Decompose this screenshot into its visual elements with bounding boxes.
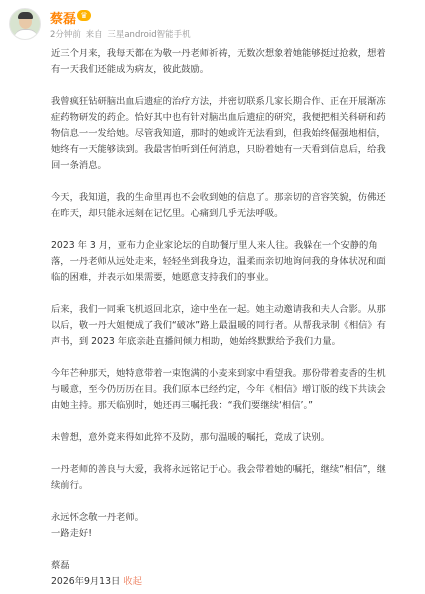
collapse-link[interactable]: 收起 bbox=[123, 576, 142, 587]
post-header bbox=[0, 0, 425, 48]
post-line: 一丹老师的善良与大爱，我将永远铭记于心。我会带着她的嘱托，继续“相信”，继 bbox=[51, 464, 387, 475]
author-name[interactable]: 蔡磊 bbox=[50, 12, 77, 27]
post-line: 续前行。 bbox=[51, 480, 89, 491]
post-line: 后来，我们一同乘飞机返回北京，途中坐在一起。她主动邀请我和夫人合影。从那 bbox=[51, 304, 386, 315]
post-line: 2023 年 3 月，亚布力企业家论坛的自助餐厅里人来人往。我躲在一个安静的角 bbox=[51, 240, 378, 251]
vip-crown-icon: ♛ bbox=[77, 10, 91, 21]
post-line: 临的困难，并表示如果需要，她愿意支持我们的事业。 bbox=[51, 272, 275, 283]
post-time[interactable]: 2分钟前 bbox=[50, 30, 81, 40]
post-date: 2026年9月13日 bbox=[51, 576, 121, 587]
paragraph-gap bbox=[51, 222, 411, 238]
paragraph-gap bbox=[51, 446, 411, 462]
post-line: 未曾想，意外竟来得如此猝不及防，那句温暖的嘱托，竟成了诀别。 bbox=[51, 432, 330, 443]
post-line: 症药物研发的药企。恰好其中也有针对脑出血后遗症的研究，我便把相关科研和药 bbox=[51, 112, 386, 123]
paragraph-gap bbox=[51, 174, 411, 190]
post-line: 在昨天，却只能永远刻在记忆里。心痛到几乎无法呼吸。 bbox=[51, 208, 284, 219]
avatar-shirt bbox=[14, 29, 38, 40]
paragraph-gap bbox=[51, 494, 411, 510]
post-line: 回一条消息。 bbox=[51, 160, 107, 171]
post-body bbox=[51, 46, 411, 590]
post-line: 一路走好! bbox=[51, 528, 92, 539]
post-line: 声书，到 2023 年底亲赴直播间倾力相助，她始终默默给予我们力量。 bbox=[51, 336, 341, 347]
paragraph-gap bbox=[51, 542, 411, 558]
post-device: 三星android智能手机 bbox=[107, 30, 191, 40]
post-line: 落，一丹老师从远处走来，轻轻坐到我身边，温柔而亲切地询问我的身体状况和面 bbox=[51, 256, 386, 267]
post-footer bbox=[51, 574, 411, 590]
paragraph-gap bbox=[51, 286, 411, 302]
paragraph-gap bbox=[51, 78, 411, 94]
post-line: 我曾疯狂钻研脑出血后遗症的治疗方法，并密切联系几家长期合作、正在开展渐冻 bbox=[51, 96, 386, 107]
paragraph-gap bbox=[51, 350, 411, 366]
post-line: 由她主持。那天临别时，她还再三嘱托我：“我们要继续‘相信’。” bbox=[51, 400, 313, 411]
post-line: 以后，敬一丹大姐便成了我们“破冰”路上最温暖的同行者。从帮我录制《相信》有 bbox=[51, 320, 387, 331]
post-line: 有一天我们还能成为病友，彼此鼓励。 bbox=[51, 64, 210, 75]
avatar-hair bbox=[18, 12, 33, 19]
post-line: 蔡磊 bbox=[51, 560, 70, 571]
post-line: 今天，我知道，我的生命里再也不会收到她的信息了。那亲切的音容笑貌，仿佛还 bbox=[51, 192, 386, 203]
post-line: 与暖意，至今仍历历在目。我们原本已经约定，今年《相信》增订版的线下共读会 bbox=[51, 384, 386, 395]
source-prefix: 来自 bbox=[85, 30, 103, 40]
post-line: 今年芒种那天，她特意带着一束饱满的小麦来到家中看望我。那份带着麦香的生机 bbox=[51, 368, 386, 379]
post-meta bbox=[50, 28, 193, 40]
post-line: 永远怀念敬一丹老师。 bbox=[51, 512, 144, 523]
post-line: 物信息一一发给她。尽管我知道，那时的她或许无法看到，但我始终倔强地相信， bbox=[51, 128, 386, 139]
paragraph-gap bbox=[51, 414, 411, 430]
post-line: 她终有一天能够读到。我最害怕听到任何消息，只盼着她有一天看到信息后，给我 bbox=[51, 144, 386, 155]
avatar[interactable] bbox=[9, 8, 41, 40]
post-line: 近三个月来，我每天都在为敬一丹老师祈祷，无数次想象着她能够挺过抢救，想着 bbox=[51, 48, 386, 59]
